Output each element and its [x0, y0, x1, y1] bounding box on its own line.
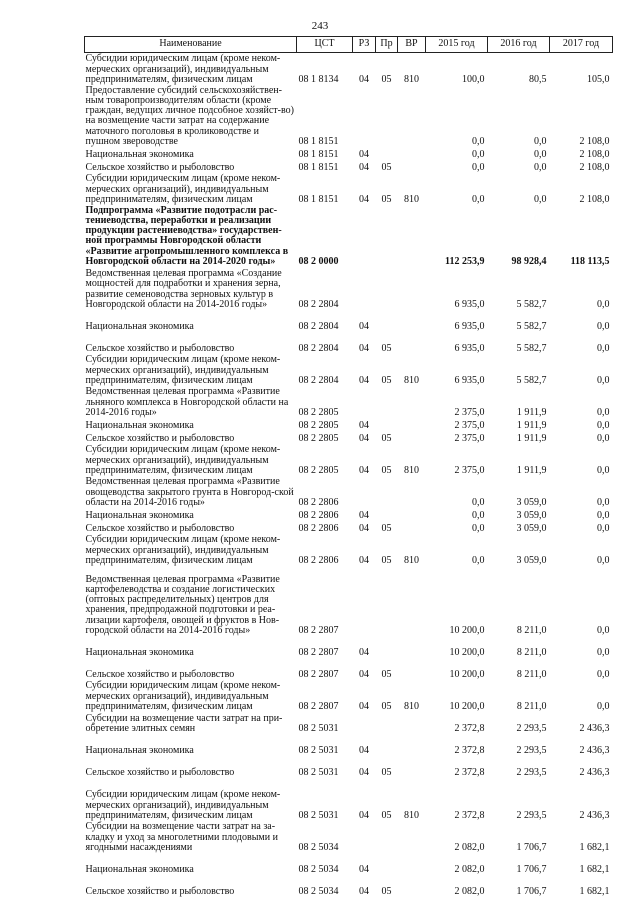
cell-rz: 04 [359, 509, 369, 521]
cell-2017: 1 682,1 [579, 841, 610, 853]
cell-2016: 1 911,9 [516, 432, 547, 444]
cell-vr [398, 205, 426, 267]
cell-2015: 2 082,0 [454, 841, 485, 853]
cell-vr: 810 [404, 554, 419, 566]
cell-cst: 08 1 8151 [298, 135, 339, 147]
cell-pr [376, 636, 398, 658]
cell-vr [398, 521, 426, 534]
cell-2016: 1 911,9 [516, 464, 547, 476]
cell-2015: 10 200,0 [449, 646, 485, 658]
cell-pr [376, 310, 398, 332]
cell-2015: 10 200,0 [449, 668, 485, 680]
cell-name: Ведомственная целевая программа «Создание мощностей для подработки и хранения зерна, развитие семеноводства зерновых культур в Новгородской области на 2014-2016 годы» [85, 268, 282, 310]
cell-2016: 2 293,5 [516, 766, 547, 778]
table-row [85, 778, 613, 821]
cell-cst: 08 2 2806 [298, 554, 339, 566]
cell-name: Субсидии на возмещение части затрат на за-кладку и уход за многолетними плодовыми и ягодными насаждениями [85, 821, 278, 853]
cell-2016: 98 928,4 [511, 255, 547, 267]
cell-2017: 0,0 [597, 320, 610, 332]
cell-name: Национальная экономика [85, 509, 194, 521]
cell-2017: 2 436,3 [579, 722, 610, 734]
cell-2017: 0,0 [597, 298, 610, 310]
cell-2015: 2 375,0 [454, 464, 485, 476]
cell-vr [398, 566, 426, 636]
cell-2015: 0,0 [472, 509, 485, 521]
cell-2015: 0,0 [472, 161, 485, 173]
cell-pr: 05 [381, 193, 392, 205]
cell-vr: 810 [404, 374, 419, 386]
table-row [85, 566, 613, 636]
cell-rz: 04 [359, 161, 369, 173]
cell-2016: 1 911,9 [516, 419, 547, 431]
cell-cst: 08 2 2807 [298, 624, 339, 636]
cell-rz: 04 [359, 342, 369, 354]
cell-name: Предоставление субсидий сельскохозяйствен-ным товаропроизводителям области (кроме граждан, ведущих личное подсобное хозяйст-во) на возмещение части затрат на содержание маточного поголовья в кролиководстве и пушном звероводстве [85, 84, 294, 147]
table-row [85, 53, 613, 86]
cell-name: Субсидии юридическим лицам (кроме неком-мерческих организаций), индивидуальным предпринимателям, физическим лицам [85, 444, 281, 476]
cell-2016: 3 059,0 [516, 509, 547, 521]
cell-2015: 2 372,8 [454, 809, 485, 821]
table-row [85, 444, 613, 476]
cell-2015: 2 375,0 [454, 432, 485, 444]
cell-rz: 04 [359, 863, 369, 875]
cell-pr [376, 205, 398, 267]
cell-2017: 1 682,1 [579, 885, 610, 897]
table-row [85, 173, 613, 205]
cell-vr [398, 853, 426, 875]
cell-rz: 04 [359, 700, 369, 712]
cell-pr: 05 [381, 161, 392, 173]
cell-name: Сельское хозяйство и рыболовство [85, 766, 235, 778]
cell-pr [376, 734, 398, 756]
cell-2015: 2 082,0 [454, 863, 485, 875]
cell-vr [398, 310, 426, 332]
table-row [85, 205, 613, 267]
cell-name: Ведомственная целевая программа «Развитие картофелеводства и создание логистических (оптовых распределительных) центров для хранения, предпродажной подготовки и реа-лизации картофеля, овощей и фруктов в Нов-городской области на 2014-2016 годы» [85, 573, 280, 636]
cell-vr [398, 147, 426, 160]
cell-2016: 3 059,0 [516, 496, 547, 508]
cell-vr [398, 508, 426, 521]
cell-rz: 04 [359, 744, 369, 756]
cell-2016: 5 582,7 [516, 374, 547, 386]
table-row [85, 534, 613, 566]
cell-2015: 10 200,0 [449, 700, 485, 712]
cell-cst: 08 2 5034 [298, 885, 339, 897]
table-row [85, 431, 613, 444]
cell-2017: 2 436,3 [579, 744, 610, 756]
table-row [85, 160, 613, 173]
cell-cst: 08 2 5031 [298, 744, 339, 756]
header-2015: 2015 год [426, 37, 488, 53]
cell-2016: 0,0 [534, 161, 547, 173]
cell-2016: 3 059,0 [516, 554, 547, 566]
table-row [85, 680, 613, 712]
cell-name: Субсидии на возмещение части затрат на при-обретение элитных семян [85, 712, 283, 734]
cell-2015: 0,0 [472, 522, 485, 534]
table-row [85, 267, 613, 310]
cell-cst: 08 2 5031 [298, 809, 339, 821]
cell-2016: 5 582,7 [516, 320, 547, 332]
cell-2017: 0,0 [597, 406, 610, 418]
cell-name: Сельское хозяйство и рыболовство [85, 432, 235, 444]
cell-rz [353, 821, 376, 853]
cell-pr: 05 [381, 73, 392, 85]
cell-name: Субсидии юридическим лицам (кроме неком-мерческих организаций), индивидуальным предпринимателям, физическим лицам [85, 789, 281, 821]
table-row [85, 521, 613, 534]
cell-vr [398, 332, 426, 354]
cell-2015: 0,0 [472, 148, 485, 160]
cell-vr [398, 756, 426, 778]
cell-2015: 0,0 [472, 135, 485, 147]
cell-pr: 05 [381, 668, 392, 680]
cell-cst: 08 2 2804 [298, 342, 339, 354]
cell-pr: 05 [381, 522, 392, 534]
cell-cst: 08 2 2806 [298, 496, 339, 508]
table-row [85, 310, 613, 332]
cell-cst: 08 2 2804 [298, 298, 339, 310]
cell-2015: 6 935,0 [454, 374, 485, 386]
cell-2017: 2 108,0 [579, 148, 610, 160]
cell-cst: 08 1 8151 [298, 161, 339, 173]
cell-name: Субсидии юридическим лицам (кроме неком-мерческих организаций), индивидуальным предпринимателям, физическим лицам [85, 173, 281, 205]
cell-cst: 08 1 8134 [298, 73, 339, 85]
table-body [85, 53, 613, 898]
cell-pr [376, 821, 398, 853]
cell-vr [398, 875, 426, 897]
cell-2016: 0,0 [534, 135, 547, 147]
table-header-row [85, 37, 613, 53]
cell-2016: 1 706,7 [516, 885, 547, 897]
cell-cst: 08 2 2805 [298, 406, 339, 418]
cell-pr [376, 853, 398, 875]
table-row [85, 508, 613, 521]
cell-cst: 08 2 2807 [298, 646, 339, 658]
cell-rz: 04 [359, 809, 369, 821]
cell-name: Субсидии юридическим лицам (кроме неком-мерческих организаций), индивидуальным предпринимателям, физическим лицам [85, 53, 281, 85]
cell-vr [398, 267, 426, 310]
cell-2015: 6 935,0 [454, 320, 485, 332]
cell-2016: 8 211,0 [516, 624, 547, 636]
cell-pr [376, 147, 398, 160]
cell-cst: 08 2 2807 [298, 700, 339, 712]
cell-cst: 08 1 8151 [298, 193, 339, 205]
cell-name: Национальная экономика [85, 646, 194, 658]
cell-pr: 05 [381, 554, 392, 566]
budget-table [84, 36, 613, 897]
cell-2016: 2 293,5 [516, 722, 547, 734]
cell-2016: 1 706,7 [516, 841, 547, 853]
cell-2017: 0,0 [597, 496, 610, 508]
header-cst: ЦСТ [297, 37, 353, 53]
cell-name: Национальная экономика [85, 320, 194, 332]
cell-name: Ведомственная целевая программа «Развитие льняного комплекса в Новгородской области на 2014-2016 годы» [85, 386, 289, 418]
cell-pr [376, 476, 398, 508]
cell-2015: 100,0 [462, 73, 485, 85]
cell-2016: 8 211,0 [516, 700, 547, 712]
cell-rz: 04 [359, 646, 369, 658]
cell-pr [376, 85, 398, 147]
cell-2017: 105,0 [587, 73, 610, 85]
cell-2017: 0,0 [597, 342, 610, 354]
table-row [85, 712, 613, 734]
cell-vr [398, 658, 426, 680]
cell-2017: 0,0 [597, 419, 610, 431]
table-row [85, 386, 613, 418]
cell-2016: 0,0 [534, 148, 547, 160]
cell-pr: 05 [381, 342, 392, 354]
cell-vr [398, 712, 426, 734]
cell-rz: 04 [359, 766, 369, 778]
cell-cst: 08 2 2805 [298, 464, 339, 476]
table-row [85, 418, 613, 431]
cell-2017: 118 113,5 [570, 255, 610, 267]
cell-2016: 8 211,0 [516, 668, 547, 680]
cell-rz: 04 [359, 419, 369, 431]
cell-2015: 0,0 [472, 496, 485, 508]
cell-pr: 05 [381, 766, 392, 778]
cell-pr [376, 386, 398, 418]
cell-2017: 2 436,3 [579, 766, 610, 778]
cell-2016: 5 582,7 [516, 342, 547, 354]
table-row [85, 636, 613, 658]
cell-2016: 2 293,5 [516, 809, 547, 821]
cell-2015: 0,0 [472, 193, 485, 205]
cell-vr: 810 [404, 809, 419, 821]
cell-2017: 1 682,1 [579, 863, 610, 875]
cell-cst: 08 1 8151 [298, 148, 339, 160]
table-row [85, 756, 613, 778]
cell-2015: 0,0 [472, 554, 485, 566]
cell-vr: 810 [404, 193, 419, 205]
cell-pr: 05 [381, 700, 392, 712]
cell-pr: 05 [381, 809, 392, 821]
cell-2017: 0,0 [597, 668, 610, 680]
cell-cst: 08 2 2807 [298, 668, 339, 680]
table-row [85, 354, 613, 386]
cell-2017: 2 436,3 [579, 809, 610, 821]
cell-rz [353, 205, 376, 267]
cell-vr [398, 418, 426, 431]
cell-2015: 2 375,0 [454, 406, 485, 418]
page-number: 243 [311, 20, 329, 32]
cell-vr [398, 85, 426, 147]
cell-2015: 2 372,8 [454, 766, 485, 778]
cell-pr: 05 [381, 374, 392, 386]
table-row [85, 658, 613, 680]
cell-rz: 04 [359, 73, 369, 85]
table-row [85, 85, 613, 147]
cell-2016: 5 582,7 [516, 298, 547, 310]
cell-name: Национальная экономика [85, 419, 194, 431]
cell-rz: 04 [359, 374, 369, 386]
cell-2017: 0,0 [597, 374, 610, 386]
cell-2017: 2 108,0 [579, 193, 610, 205]
cell-2016: 0,0 [534, 193, 547, 205]
cell-name: Субсидии юридическим лицам (кроме неком-мерческих организаций), индивидуальным предпринимателям, физическим лицам [85, 680, 281, 712]
cell-rz [353, 267, 376, 310]
cell-rz: 04 [359, 320, 369, 332]
cell-rz: 04 [359, 464, 369, 476]
cell-rz [353, 386, 376, 418]
cell-cst: 08 2 0000 [298, 255, 339, 267]
cell-name: Сельское хозяйство и рыболовство [85, 161, 235, 173]
cell-rz [353, 566, 376, 636]
header-name: Наименование [85, 37, 297, 53]
cell-2015: 2 372,8 [454, 744, 485, 756]
cell-2015: 2 372,8 [454, 722, 485, 734]
cell-name: Сельское хозяйство и рыболовство [85, 668, 235, 680]
cell-pr: 05 [381, 885, 392, 897]
cell-cst: 08 2 2806 [298, 509, 339, 521]
cell-2017: 2 108,0 [579, 135, 610, 147]
cell-cst: 08 2 5031 [298, 722, 339, 734]
cell-name: Подпрограмма «Развитие подотрасли рас-тениеводства, переработки и реализации продукции растениеводства» государствен-ной программы Новгородской области «Развитие агропромышленного комплекса в Новгородской области на 2014-2020 годы» [85, 204, 289, 267]
cell-pr [376, 566, 398, 636]
header-vr: ВР [398, 37, 426, 53]
cell-2016: 1 911,9 [516, 406, 547, 418]
cell-2016: 80,5 [529, 73, 547, 85]
cell-2017: 2 108,0 [579, 161, 610, 173]
cell-2017: 0,0 [597, 509, 610, 521]
cell-rz: 04 [359, 193, 369, 205]
table-row [85, 147, 613, 160]
cell-2017: 0,0 [597, 522, 610, 534]
cell-vr [398, 431, 426, 444]
cell-2017: 0,0 [597, 432, 610, 444]
table-row [85, 821, 613, 853]
cell-vr: 810 [404, 464, 419, 476]
cell-2016: 1 706,7 [516, 863, 547, 875]
cell-vr [398, 636, 426, 658]
cell-cst: 08 2 2805 [298, 419, 339, 431]
cell-name: Национальная экономика [85, 744, 194, 756]
cell-vr: 810 [404, 700, 419, 712]
cell-pr: 05 [381, 464, 392, 476]
cell-2015: 2 375,0 [454, 419, 485, 431]
cell-pr: 05 [381, 432, 392, 444]
cell-2015: 2 082,0 [454, 885, 485, 897]
cell-rz [353, 85, 376, 147]
cell-cst: 08 2 2805 [298, 432, 339, 444]
cell-name: Ведомственная целевая программа «Развитие овощеводства закрытого грунта в Новгород-ской области на 2014-2016 годы» [85, 476, 294, 508]
cell-2015: 6 935,0 [454, 342, 485, 354]
cell-cst: 08 2 2806 [298, 522, 339, 534]
cell-2017: 0,0 [597, 624, 610, 636]
cell-name: Сельское хозяйство и рыболовство [85, 342, 235, 354]
cell-name: Национальная экономика [85, 863, 194, 875]
cell-2015: 10 200,0 [449, 624, 485, 636]
table-row [85, 734, 613, 756]
cell-2015: 112 253,9 [445, 255, 485, 267]
cell-rz [353, 476, 376, 508]
table-row [85, 875, 613, 897]
cell-rz [353, 712, 376, 734]
cell-pr [376, 267, 398, 310]
cell-name: Сельское хозяйство и рыболовство [85, 885, 235, 897]
cell-2017: 0,0 [597, 554, 610, 566]
cell-name: Национальная экономика [85, 148, 194, 160]
cell-name: Субсидии юридическим лицам (кроме неком-мерческих организаций), индивидуальным предпринимателям, физическим лицам [85, 534, 281, 566]
cell-vr [398, 386, 426, 418]
cell-rz: 04 [359, 522, 369, 534]
cell-vr [398, 476, 426, 508]
cell-2016: 2 293,5 [516, 744, 547, 756]
cell-pr [376, 712, 398, 734]
cell-cst: 08 2 2804 [298, 320, 339, 332]
cell-2015: 6 935,0 [454, 298, 485, 310]
cell-vr [398, 821, 426, 853]
cell-2016: 3 059,0 [516, 522, 547, 534]
cell-pr [376, 508, 398, 521]
table-row [85, 476, 613, 508]
cell-2017: 0,0 [597, 646, 610, 658]
header-2016: 2016 год [488, 37, 550, 53]
cell-pr [376, 418, 398, 431]
cell-cst: 08 2 2804 [298, 374, 339, 386]
cell-2017: 0,0 [597, 700, 610, 712]
cell-rz: 04 [359, 554, 369, 566]
cell-vr: 810 [404, 73, 419, 85]
header-2017: 2017 год [550, 37, 613, 53]
header-rz: РЗ [353, 37, 376, 53]
cell-cst: 08 2 5034 [298, 863, 339, 875]
cell-rz: 04 [359, 668, 369, 680]
cell-rz: 04 [359, 148, 369, 160]
cell-rz: 04 [359, 885, 369, 897]
cell-rz: 04 [359, 432, 369, 444]
table-row [85, 853, 613, 875]
cell-2017: 0,0 [597, 464, 610, 476]
header-pr: Пр [376, 37, 398, 53]
cell-vr [398, 734, 426, 756]
cell-vr [398, 160, 426, 173]
cell-2016: 8 211,0 [516, 646, 547, 658]
cell-cst: 08 2 5034 [298, 841, 339, 853]
cell-name: Сельское хозяйство и рыболовство [85, 522, 235, 534]
cell-name: Субсидии юридическим лицам (кроме неком-мерческих организаций), индивидуальным предпринимателям, физическим лицам [85, 354, 281, 386]
table-row [85, 332, 613, 354]
cell-cst: 08 2 5031 [298, 766, 339, 778]
